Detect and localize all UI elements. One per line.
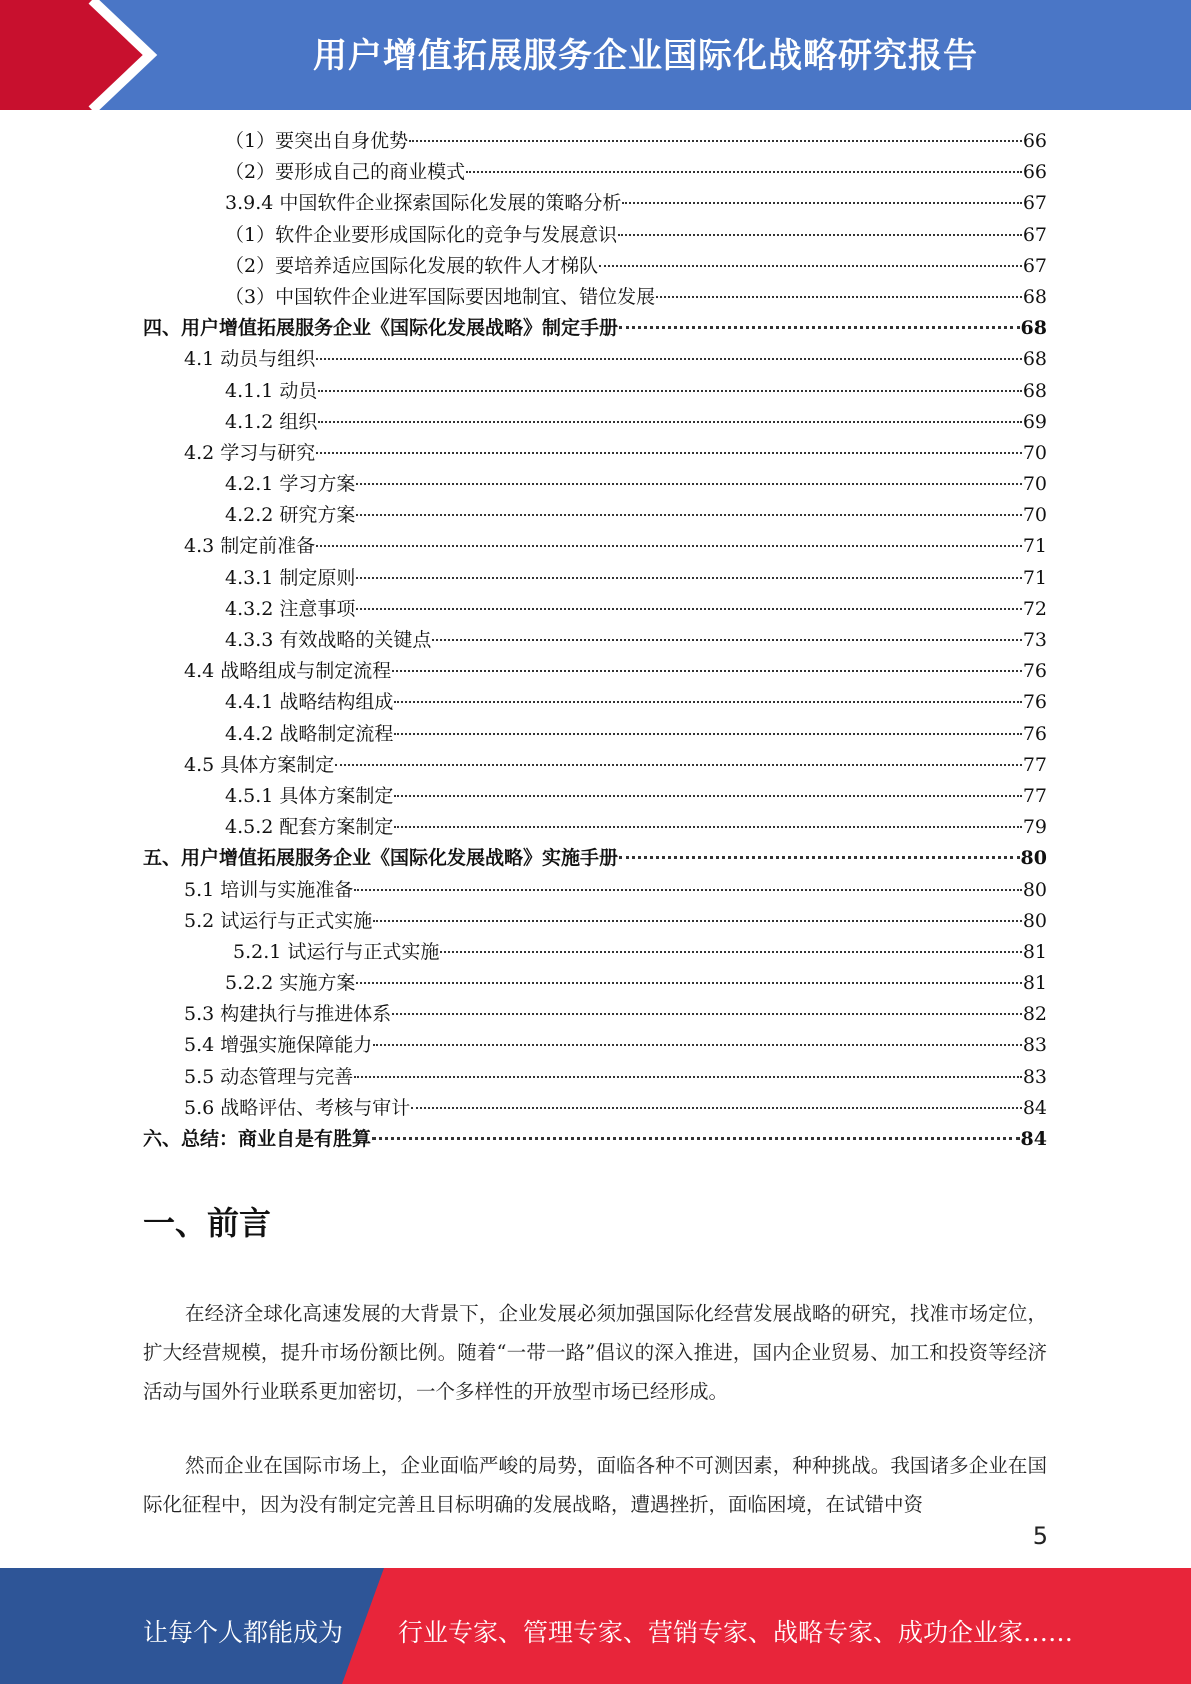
toc-leader-dots	[394, 733, 1021, 735]
toc-leader-dots	[392, 670, 1022, 672]
toc-entry[interactable]	[143, 376, 1047, 407]
toc-entry-page: 66	[1022, 130, 1047, 152]
toc-entry[interactable]	[143, 282, 1047, 313]
toc-entry-page: 81	[1022, 940, 1047, 963]
toc-entry-page: 73	[1022, 629, 1047, 651]
toc-entry-title: 4.3.2 注意事项	[225, 597, 356, 620]
toc-leader-dots	[373, 1044, 1022, 1046]
toc-entry[interactable]	[143, 220, 1047, 251]
toc-entry-title: 4.2 学习与研究	[184, 441, 316, 464]
page-number: 5	[1032, 1522, 1048, 1550]
footer-slogan-right: 行业专家、管理专家、营销专家、战略专家、成功企业家……	[398, 1618, 1074, 1647]
toc-entry[interactable]	[143, 438, 1047, 469]
toc-entry[interactable]	[143, 687, 1047, 718]
toc-leader-dots	[409, 140, 1022, 142]
footer-slogan-left: 让每个人都能成为	[143, 1618, 344, 1647]
toc-leader-dots	[394, 826, 1021, 828]
toc-entry[interactable]	[143, 625, 1047, 656]
toc-entry-title: 5.1 培训与实施准备	[184, 878, 354, 901]
toc-leader-dots	[432, 639, 1021, 641]
toc-entry-page: 69	[1022, 410, 1047, 433]
toc-entry[interactable]	[143, 843, 1047, 874]
toc-leader-dots	[618, 234, 1022, 236]
toc-entry-title: 四、用户增值拓展服务企业《国际化发展战略》制定手册	[143, 317, 619, 340]
toc-entry-page: 72	[1022, 597, 1047, 620]
toc-entry-title: （1）软件企业要形成国际化的竞争与发展意识	[225, 223, 618, 246]
toc-entry-title: 4.5 具体方案制定	[184, 753, 335, 776]
toc-entry-page: 71	[1022, 535, 1047, 558]
toc-entry-title: 五、用户增值拓展服务企业《国际化发展战略》实施手册	[143, 847, 619, 870]
toc-entry-page: 81	[1022, 972, 1047, 995]
toc-entry-page: 68	[1022, 379, 1047, 402]
toc-entry-page: 79	[1022, 816, 1047, 839]
toc-entry-title: 六、总结：商业自是有胜算	[143, 1128, 372, 1150]
toc-entry-page: 80	[1022, 878, 1047, 901]
toc-entry[interactable]	[143, 563, 1047, 594]
toc-leader-dots	[318, 390, 1021, 392]
section-title: 一、前言	[143, 1204, 272, 1242]
toc-entry[interactable]	[143, 469, 1047, 500]
toc-entry[interactable]	[143, 500, 1047, 531]
toc-entry[interactable]	[143, 313, 1047, 344]
toc-entry[interactable]	[143, 157, 1047, 188]
toc-leader-dots	[356, 483, 1021, 485]
toc-entry[interactable]	[143, 906, 1047, 937]
toc-entry[interactable]	[143, 251, 1047, 282]
toc-leader-dots	[466, 171, 1022, 173]
toc-entry-title: 5.2.2 实施方案	[225, 972, 356, 995]
toc-entry[interactable]	[143, 531, 1047, 562]
toc-entry-title: 5.4 增强实施保障能力	[184, 1034, 373, 1057]
toc-entry-title: 4.2.2 研究方案	[225, 504, 356, 527]
toc-entry-page: 66	[1022, 161, 1047, 184]
toc-entry-title: 5.5 动态管理与完善	[184, 1065, 354, 1088]
toc-entry-title: 4.4.2 战略制定流程	[225, 722, 394, 745]
toc-leader-dots	[318, 421, 1021, 423]
toc-leader-dots	[622, 202, 1021, 204]
toc-entry[interactable]	[143, 719, 1047, 750]
toc-entry-title: 4.1 动员与组织	[184, 348, 316, 371]
toc-entry-page: 67	[1022, 192, 1047, 215]
toc-entry-page: 84	[1022, 1096, 1047, 1119]
toc-entry-title: （3）中国软件企业进军国际要因地制宜、错位发展	[225, 285, 656, 308]
toc-entry-title: 3.9.4 中国软件企业探索国际化发展的策略分析	[225, 192, 622, 215]
toc-entry-title: 4.1.2 组织	[225, 410, 318, 433]
toc-leader-dots	[356, 608, 1021, 610]
toc-entry-page: 77	[1022, 784, 1047, 807]
toc-leader-dots	[356, 514, 1021, 516]
toc-entry-title: 4.1.1 动员	[225, 379, 318, 402]
toc-entry-page: 83	[1022, 1065, 1047, 1088]
toc-entry-page: 80	[1020, 847, 1047, 870]
toc-entry[interactable]	[143, 1124, 1047, 1155]
toc-leader-dots	[392, 1013, 1022, 1015]
toc-leader-dots	[656, 296, 1022, 298]
toc-leader-dots	[619, 856, 1020, 859]
toc-leader-dots	[599, 265, 1022, 267]
toc-entry-title: 5.6 战略评估、考核与审计	[184, 1096, 411, 1119]
toc-entry-title: 4.5.1 具体方案制定	[225, 784, 394, 807]
toc-leader-dots	[619, 326, 1020, 329]
page-header	[0, 0, 1191, 110]
toc-entry[interactable]	[143, 656, 1047, 687]
toc-entry-page: 77	[1022, 753, 1047, 776]
toc-entry[interactable]	[143, 968, 1047, 999]
toc-leader-dots	[372, 1137, 1020, 1140]
toc-leader-dots	[354, 1076, 1022, 1078]
toc-entry[interactable]	[143, 344, 1047, 375]
toc-entry-page: 68	[1020, 317, 1047, 340]
toc-entry[interactable]	[143, 188, 1047, 219]
toc-entry-title: （1）要突出自身优势	[225, 130, 409, 152]
toc-leader-dots	[335, 764, 1022, 766]
toc-entry-title: 5.2.1 试运行与正式实施	[233, 940, 440, 963]
toc-entry[interactable]	[143, 594, 1047, 625]
toc-entry-page: 80	[1022, 909, 1047, 932]
toc-leader-dots	[316, 452, 1022, 454]
toc-entry[interactable]	[143, 126, 1047, 157]
toc-entry[interactable]	[143, 407, 1047, 438]
toc-entry-title: 4.3 制定前准备	[184, 535, 316, 558]
toc-entry[interactable]	[143, 750, 1047, 781]
toc-entry-title: （2）要培养适应国际化发展的软件人才梯队	[225, 254, 599, 277]
header-title: 用户增值拓展服务企业国际化战略研究报告	[313, 36, 978, 76]
toc-entry-page: 70	[1022, 504, 1047, 527]
toc-entry-page: 70	[1022, 473, 1047, 496]
toc-entry-page: 68	[1022, 348, 1047, 371]
toc-leader-dots	[411, 1107, 1022, 1109]
toc-leader-dots	[394, 795, 1021, 797]
paragraph-1: 在经济全球化高速发展的大背景下，企业发展必须加强国际化经营发展战略的研究，找准市场定位，扩大经营规模，提升市场份额比例。随着“一带一路”倡议的深入推进，国内企业贸易、加工和投资等经济活动与国外行业联系更加密切，一个多样性的开放型市场已经形成。	[143, 1302, 1047, 1403]
toc-entry-title: 4.3.3 有效战略的关键点	[225, 629, 432, 651]
toc-leader-dots	[394, 701, 1021, 703]
toc-leader-dots	[440, 951, 1021, 953]
toc-entry-page: 76	[1022, 691, 1047, 714]
toc-entry-title: （2）要形成自己的商业模式	[225, 161, 466, 184]
toc-entry[interactable]	[143, 1062, 1047, 1093]
toc-leader-dots	[373, 920, 1022, 922]
toc-entry-page: 67	[1022, 254, 1047, 277]
toc-entry-page: 84	[1020, 1128, 1047, 1150]
toc-entry[interactable]	[143, 875, 1047, 906]
toc-entry[interactable]	[143, 781, 1047, 812]
toc-entry-title: 4.4.1 战略结构组成	[225, 691, 394, 714]
toc-entry[interactable]	[143, 1030, 1047, 1061]
toc-entry-title: 5.2 试运行与正式实施	[184, 909, 373, 932]
page-footer	[0, 1568, 1191, 1684]
toc-entry[interactable]	[143, 1093, 1047, 1124]
toc-entry-page: 67	[1022, 223, 1047, 246]
toc-entry-page: 71	[1022, 566, 1047, 589]
toc-entry-title: 4.5.2 配套方案制定	[225, 816, 394, 839]
toc-entry-title: 4.4 战略组成与制定流程	[184, 660, 392, 683]
toc-entry-title: 5.3 构建执行与推进体系	[184, 1003, 392, 1026]
toc-leader-dots	[316, 358, 1022, 360]
toc-entry[interactable]	[143, 812, 1047, 843]
toc-entry-page: 68	[1022, 285, 1047, 308]
toc-leader-dots	[316, 545, 1022, 547]
toc-entry-page: 76	[1022, 722, 1047, 745]
toc-entry-page: 76	[1022, 660, 1047, 683]
paragraph-2: 然而企业在国际市场上，企业面临严峻的局势，面临各种不可测因素，种种挑战。我国诸多企业在国际化征程中，因为没有制定完善且目标明确的发展战略，遭遇挫折，面临困境，在试错中资	[143, 1454, 1047, 1516]
toc-entry-title: 4.3.1 制定原则	[225, 566, 356, 589]
toc-entry-page: 82	[1022, 1003, 1047, 1026]
table-of-contents	[143, 126, 1047, 1155]
toc-entry-title: 4.2.1 学习方案	[225, 473, 356, 496]
toc-entry-page: 83	[1022, 1034, 1047, 1057]
toc-entry-page: 70	[1022, 441, 1047, 464]
toc-leader-dots	[356, 982, 1021, 984]
toc-entry[interactable]	[143, 937, 1047, 968]
toc-entry[interactable]	[143, 999, 1047, 1030]
toc-leader-dots	[354, 889, 1022, 891]
toc-leader-dots	[356, 577, 1021, 579]
